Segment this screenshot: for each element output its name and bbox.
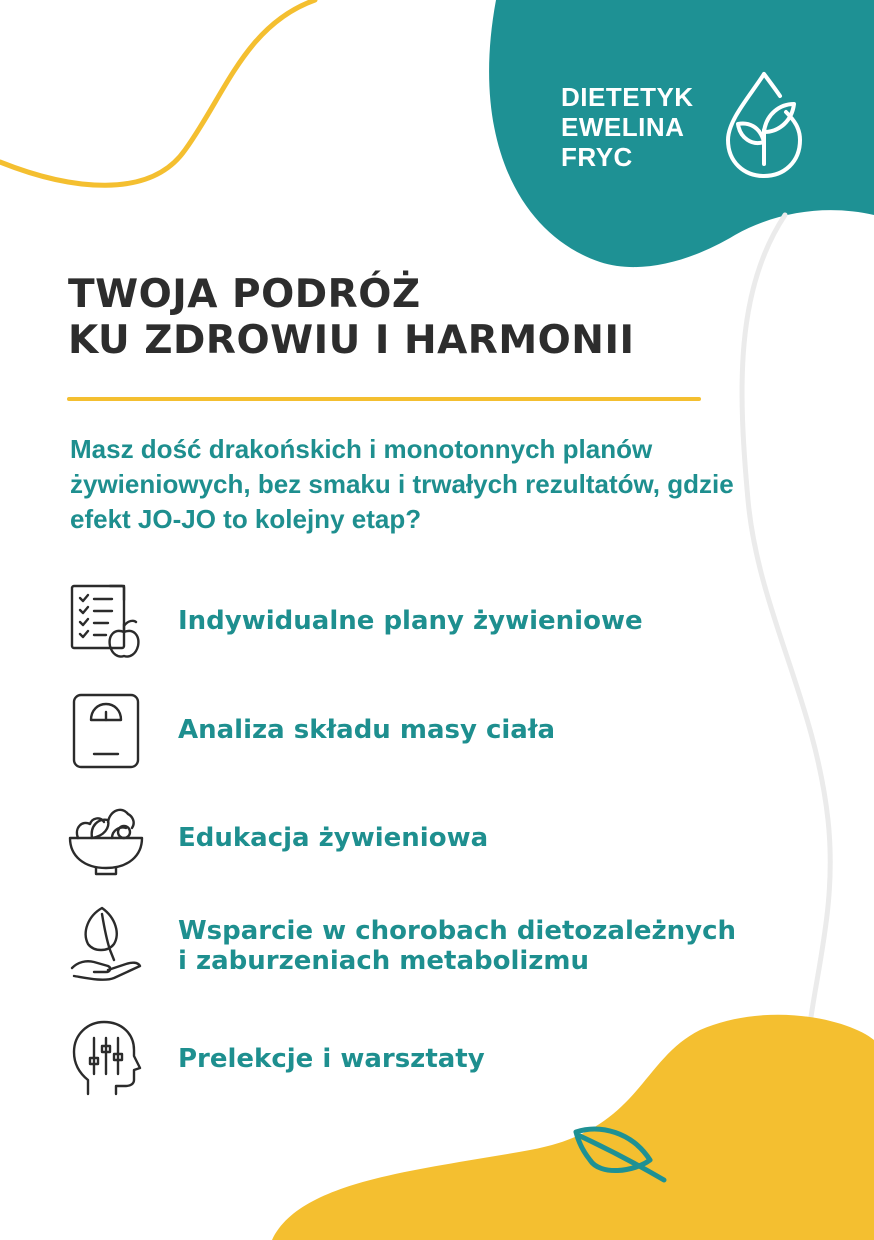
- brand-logo-text: [561, 82, 694, 172]
- brand-line-2: EWELINA: [561, 112, 685, 142]
- meal-plan-checklist-icon: [64, 580, 148, 664]
- brand-line-3: FRYC: [561, 142, 633, 172]
- hand-leaf-icon: [64, 902, 148, 986]
- title-line-2: KU ZDROWIU I HARMONII: [68, 318, 635, 363]
- intro-text: Masz dość drakońskich i monotonnych planów żywieniowych, bez smaku i trwałych rezultatów, gdzie efekt JO-JO to kolejny etap?: [70, 434, 734, 534]
- scale-icon: [64, 690, 148, 774]
- service-item-diet-disease-support: Wsparcie w chorobach dietozależnych i zaburzeniach metabolizmu: [178, 916, 736, 976]
- salad-bowl-icon: [64, 798, 148, 882]
- service-item-meal-plans: Indywidualne plany żywieniowe: [178, 606, 643, 636]
- yellow-curve-line: [0, 0, 315, 185]
- service-item-lectures-workshops: Prelekcje i warsztaty: [178, 1044, 485, 1074]
- title-divider: [67, 397, 701, 401]
- title-line-1: TWOJA PODRÓŻ: [68, 272, 421, 317]
- service-item-body-analysis: Analiza składu masy ciała: [178, 715, 556, 745]
- service-item-nutrition-education: Edukacja żywieniowa: [178, 823, 489, 853]
- drop-sprout-logo-icon: [720, 68, 808, 180]
- brand-line-1: DIETETYK: [561, 82, 694, 112]
- page-title: [68, 272, 634, 364]
- head-sliders-icon: [64, 1016, 148, 1100]
